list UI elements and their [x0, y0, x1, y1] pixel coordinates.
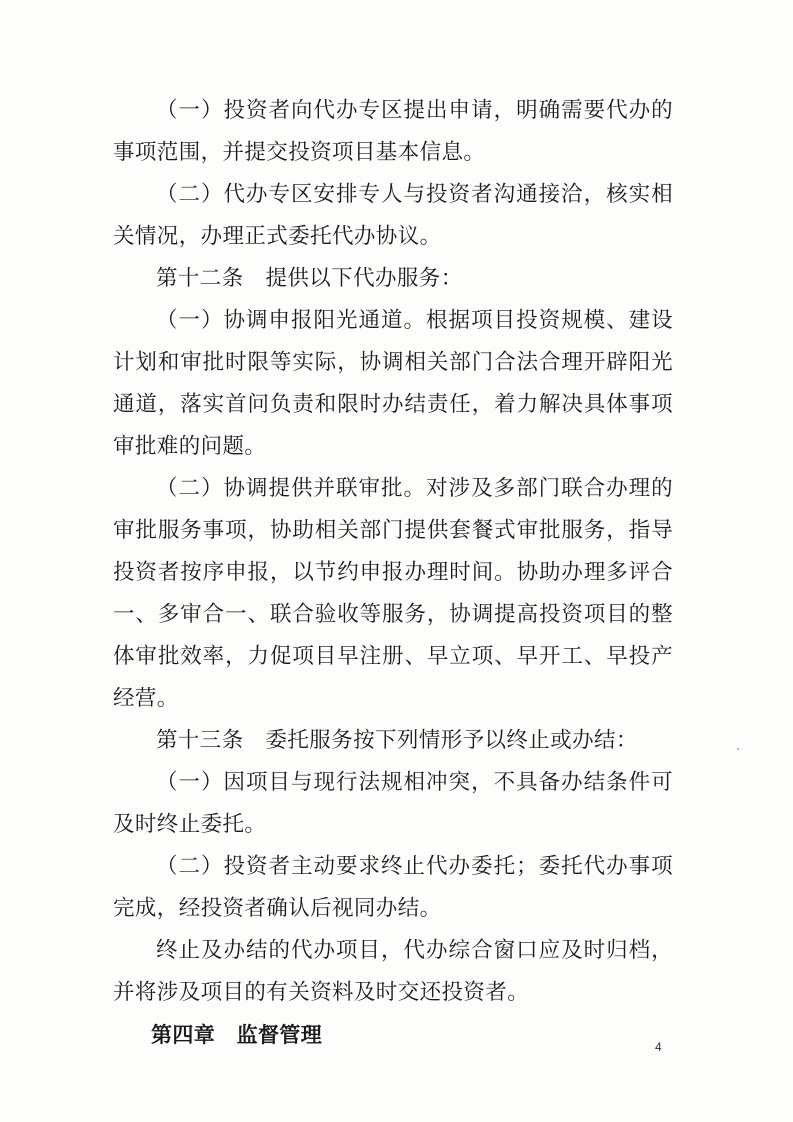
chapter-heading: 第四章 监督管理: [151, 1023, 323, 1047]
paragraph-5: （一）因项目与现行法规相冲突，不具备办结条件可及时终止委托。: [113, 770, 673, 837]
article-12: 第十二条 提供以下代办服务：: [156, 266, 463, 291]
page-number: 4: [655, 1040, 662, 1054]
scan-speck: [737, 748, 739, 750]
paragraph-4: （二）协调提供并联审批。对涉及多部门联合办理的审批服务事项，协助相关部门提供套餐式审批服务，指导投资者按序申报，以节约申报办理时间。协助办理多评合一、多审合一、联合验收等服务，协调提高投资项目的整体审批效率，力促项目早注册、早立项、早开工、早投产经营。: [113, 476, 673, 711]
body-text: [113, 90, 673, 1056]
paragraph-7: 终止及办结的代办项目，代办综合窗口应及时归档，并将涉及项目的有关资料及时交还投资者。: [113, 938, 673, 1005]
paragraph-2: （二）代办专区安排专人与投资者沟通接洽，核实相关情况，办理正式委托代办协议。: [113, 182, 673, 249]
paragraph-3: （一）协调申报阳光通道。根据项目投资规模、建设计划和审批时限等实际，协调相关部门合法合理开辟阳光通道，落实首问负责和限时办结责任，着力解决具体事项审批难的问题。: [113, 308, 673, 459]
article-13: 第十三条 委托服务按下列情形予以终止或办结：: [156, 728, 638, 753]
paragraph-6: （二）投资者主动要求终止代办委托；委托代办事项完成，经投资者确认后视同办结。: [113, 854, 673, 921]
paragraph-1: （一）投资者向代办专区提出申请，明确需要代办的事项范围，并提交投资项目基本信息。: [113, 98, 673, 165]
